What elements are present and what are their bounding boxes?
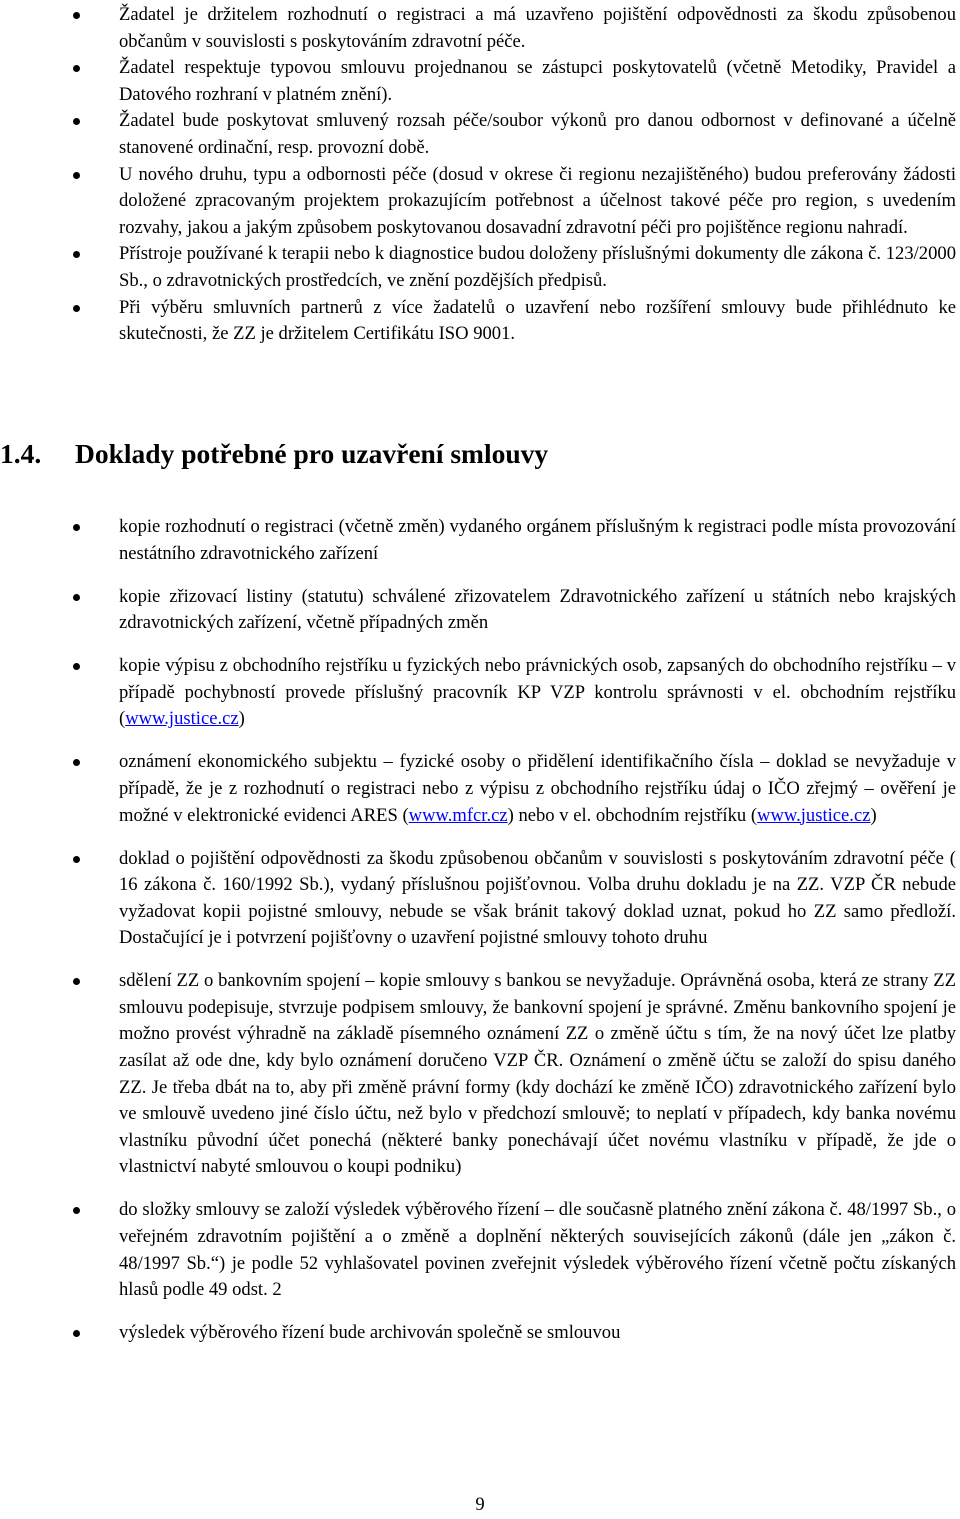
list-item-text: výsledek výběrového řízení bude archivován společně se smlouvou bbox=[119, 1322, 621, 1344]
bullet-icon bbox=[73, 524, 80, 531]
list-item-text: kopie zřizovací listiny (statutu) schválené zřizovatelem Zdravotnického zařízení u státních nebo krajských zdravotnických zařízení, včetně případných změn bbox=[119, 585, 956, 634]
bullet-icon bbox=[73, 172, 80, 179]
list-item bbox=[0, 108, 960, 161]
list-item-text: doklad o pojištění odpovědnosti za škodu způsobenou občanům v souvislosti s poskytováním zdravotní péče ( 16 zákona č. 160/1992 Sb.), vydaný příslušnou pojišťovnou. Volba druhu dokladu je na ZZ. VZP ČR nebude vyžadovat kopii pojistné smlouvy, nebude se však bránit takový doklad uznat, pokud ho ZZ samo předloží. Dostačující je i potvrzení pojišťovny o uzavření pojistné smlouvy tohoto druhu bbox=[119, 847, 956, 949]
mfcr-link[interactable]: www.mfcr.cz bbox=[408, 804, 508, 826]
bullet-icon bbox=[73, 856, 80, 863]
bullet-icon bbox=[73, 759, 80, 766]
list-item bbox=[0, 653, 960, 733]
bullet-icon bbox=[73, 118, 80, 125]
list-item bbox=[0, 846, 960, 952]
justice-link[interactable]: www.justice.cz bbox=[125, 708, 239, 730]
justice-link[interactable]: www.justice.cz bbox=[757, 804, 871, 826]
list-item bbox=[0, 1197, 960, 1303]
bullet-icon bbox=[73, 65, 80, 72]
list-item bbox=[0, 295, 960, 348]
list-item-text: sdělení ZZ o bankovním spojení – kopie smlouvy s bankou se nevyžaduje. Oprávněná osoba, která ze strany ZZ smlouvu podepisuje, stvrzuje podpisem smlouvy, že bankovní spojení je správné. Změnu bankovního spojení je možno provést výhradně na základě písemného oznámení ZZ o změně účtu s tím, že na nový účet lze platby zasílat až ode dne, kdy bylo oznámení doručeno VZP ČR. Oznámení o změně účtu se založí do spisu daného ZZ. Je třeba dbát na to, aby při změně právní formy (kdy dochází ke změně IČO) zdravotnického zařízení bylo ve smlouvě uvedeno jiné číslo účtu, než bylo v předchozí smlouvě; to neplatí v případech, kdy banka novému vlastníku původní účet ponechá (některé banky ponechávají účet novému vlastníku v případě, že jde o vlastnictví nabyté smlouvou o koupi podniku) bbox=[119, 970, 956, 1178]
list-item-text: ) bbox=[238, 708, 245, 730]
bullet-icon bbox=[73, 594, 80, 601]
bullet-icon bbox=[73, 978, 80, 985]
bullet-icon bbox=[73, 251, 80, 258]
list-item bbox=[0, 514, 960, 567]
list-item-text: kopie výpisu z obchodního rejstříku u fyzických nebo právnických osob, zapsaných do obchodního rejstříku – v případě pochybností provede příslušný pracovník KP VZP kontrolu správnosti v el. obchodním rejstříku ( bbox=[119, 655, 956, 730]
list-item-text: Přístroje používané k terapii nebo k diagnostice budou doloženy příslušnými dokumenty dle zákona č. 123/2000 Sb., o zdravotnických prostředcích, ve znění pozdějších předpisů. bbox=[119, 243, 956, 291]
list-item-text: kopie rozhodnutí o registraci (včetně změn) vydaného orgánem příslušným k registraci podle místa provozování nestátního zdravotnického zařízení bbox=[119, 516, 956, 564]
list-item bbox=[0, 1320, 960, 1347]
list-item bbox=[0, 2, 960, 55]
documents-list bbox=[0, 514, 960, 1363]
list-item-text: Při výběru smluvních partnerů z více žadatelů o uzavření nebo rozšíření smlouvy bude přihlédnuto ke skutečnosti, že ZZ je držitelem Certifikátu ISO 9001. bbox=[119, 296, 956, 345]
section-title: Doklady potřebné pro uzavření smlouvy bbox=[75, 438, 549, 469]
list-item bbox=[0, 55, 960, 108]
bullet-icon bbox=[73, 1330, 80, 1337]
list-item-text: ) bbox=[870, 804, 877, 826]
bullet-icon bbox=[73, 305, 80, 312]
bullet-icon bbox=[73, 663, 80, 670]
page-number: 9 bbox=[475, 1494, 485, 1515]
list-item-text: Žadatel respektuje typovou smlouvu projednanou se zástupci poskytovatelů (včetně Metodiky, Pravidel a Datového rozhraní v platném znění). bbox=[119, 57, 956, 105]
list-item-text: Žadatel je držitelem rozhodnutí o registraci a má uzavřeno pojištění odpovědnosti za škodu způsobenou občanům v souvislosti s poskytováním zdravotní péče. bbox=[119, 4, 956, 52]
list-item-text: do složky smlouvy se založí výsledek výběrového řízení – dle současně platného znění zákona č. 48/1997 Sb., o veřejném zdravotním pojištění a o změně a doplnění některých souvisejících zákonů (dále jen „zákon č. 48/1997 Sb.“) je podle 52 vyhlašovatel povinen zveřejnit výsledek výběrového řízení včetně počtu získaných hlasů podle 49 odst. 2 bbox=[119, 1199, 956, 1301]
list-item bbox=[0, 749, 960, 829]
list-item-text: U nového druhu, typu a odbornosti péče (dosud v okrese či regionu nezajištěného) budou preferovány žádosti doložené zpracovaným projektem prokazujícím potřebnost a účelnost takové péče pro region, s uvedením rozvahy, jakou a jakým způsobem poskytovanou dosavadní zdravotní péči pro pojištěnce regionu nahradí. bbox=[119, 163, 956, 238]
bullet-icon bbox=[73, 1207, 80, 1214]
requirements-list bbox=[0, 2, 960, 348]
bullet-icon bbox=[73, 12, 80, 19]
list-item bbox=[0, 162, 960, 242]
list-item bbox=[0, 241, 960, 294]
list-item-text: Žadatel bude poskytovat smluvený rozsah péče/soubor výkonů pro danou odbornost v definované a účelně stanovené ordinační, resp. provozní době. bbox=[119, 110, 956, 158]
section-number: 1.4. bbox=[0, 438, 42, 469]
list-item-text: ) nebo v el. obchodním rejstříku ( bbox=[507, 804, 758, 826]
list-item bbox=[0, 968, 960, 1181]
list-item bbox=[0, 584, 960, 637]
list-item-text: oznámení ekonomického subjektu – fyzické osoby o přidělení identifikačního čísla – doklad se nevyžaduje v případě, že je z rozhodnutí o registraci nebo z výpisu z obchodního rejstříku údaj o IČO zřejmý – ověření je možné v elektronické evidenci ARES ( bbox=[119, 751, 956, 826]
